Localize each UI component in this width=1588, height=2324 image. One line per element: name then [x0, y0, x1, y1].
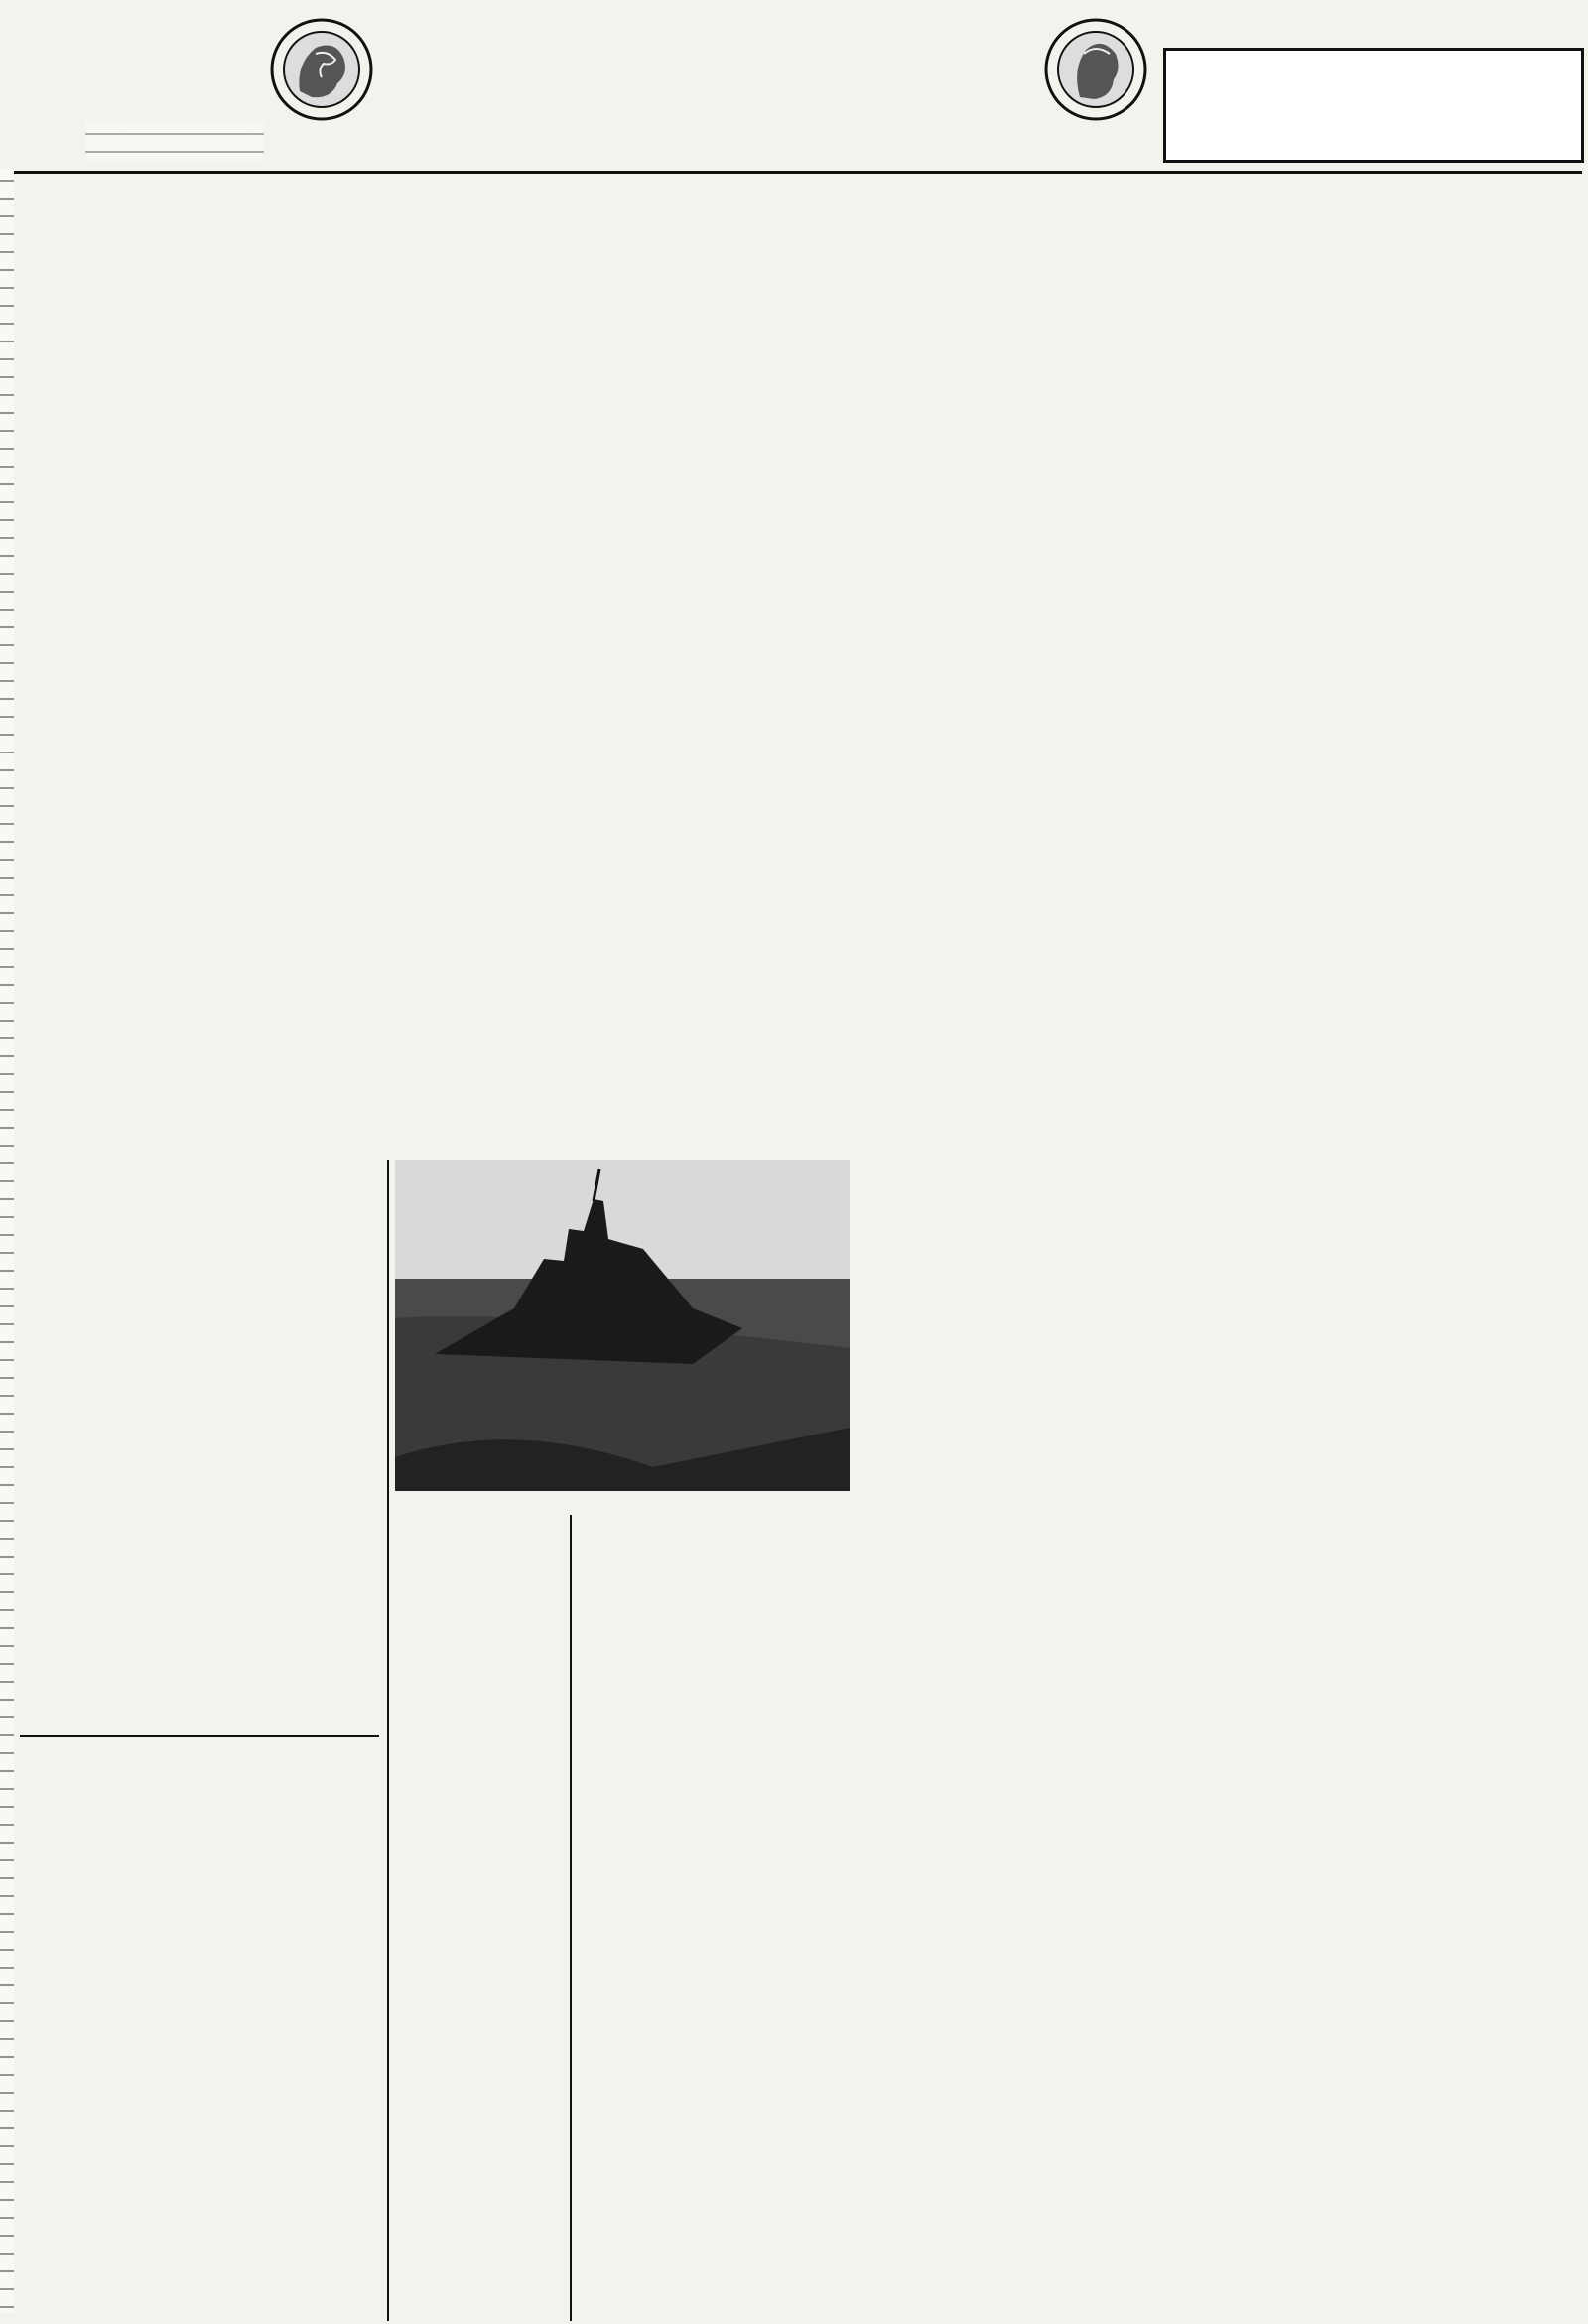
- date-box: [6, 0, 262, 164]
- left-body-2b: [22, 2142, 377, 2281]
- masthead-rule: [14, 171, 1582, 174]
- left-divider: [20, 1735, 379, 1737]
- masthead-fine-print: [85, 122, 264, 162]
- left-body-1: [22, 1473, 377, 1632]
- seal-alexandros: [1040, 14, 1151, 125]
- left-body-1b: [22, 1636, 377, 1729]
- left-body-2: [22, 2045, 377, 2138]
- promo-box[interactable]: [1163, 48, 1584, 163]
- mid-narrow-column: [395, 1519, 568, 2303]
- navy-ship-photo: [395, 1160, 850, 1491]
- alexandros-seal-icon: [1040, 14, 1151, 125]
- fold-edge-text: [0, 169, 14, 2313]
- philippos-seal-icon: [266, 14, 377, 125]
- warship-image: [395, 1160, 850, 1491]
- left-column-rule: [387, 1160, 389, 2321]
- seal-philippos: [266, 14, 377, 125]
- lead-intro: [24, 983, 848, 1152]
- middle-left-rule: [570, 1515, 572, 2321]
